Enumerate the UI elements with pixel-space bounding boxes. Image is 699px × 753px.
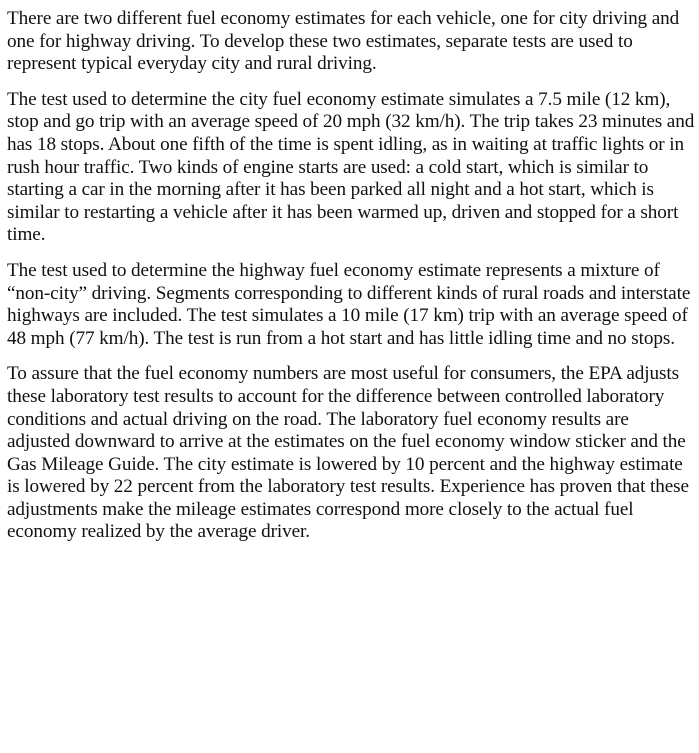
paragraph-city-test: The test used to determine the city fuel economy estimate simulates a 7.5 mile (12 km), stop and go trip with an average speed of 20 mph (32 km/h). The trip takes 23 minutes and has 18 stops. About one fifth of the time is spent idling, as in waiting at traffic lights or in rush hour traffic. Two kinds of engine starts are used: a cold start, which is similar to starting a car in the morning after it has been parked all night and a hot start, which is similar to restarting a vehicle after it has been warmed up, driven and stopped for a short time.: [7, 88, 695, 246]
paragraph-fuel-economy-intro: There are two different fuel economy estimates for each vehicle, one for city driving and one for highway driving. To develop these two estimates, separate tests are used to represent typical everyday city and rural driving.: [7, 8, 680, 75]
paragraph-epa-adjustment: To assure that the fuel economy numbers are most useful for consumers, the EPA adjusts these laboratory test results to account for the difference between controlled laboratory conditions and actual driving on the road. The laboratory fuel economy results are adjusted downward to arrive at the estimates on the fuel economy window sticker and the Gas Mileage Guide. The city estimate is lowered by 10 percent and the highway estimate is lowered by 22 percent from the laboratory test results. Experience has proven that these adjustments make the mileage estimates correspond more closely to the actual fuel economy realized by the average driver.: [7, 363, 689, 543]
paragraph-highway-test: The test used to determine the highway fuel economy estimate represents a mixture of “non-city” driving. Segments corresponding to different kinds of rural roads and interstate highways are included. The test simulates a 10 mile (17 km) trip with an average speed of 48 mph (77 km/h). The test is run from a hot start and has little idling time and no stops.: [7, 259, 691, 349]
document-body: [7, 8, 695, 544]
